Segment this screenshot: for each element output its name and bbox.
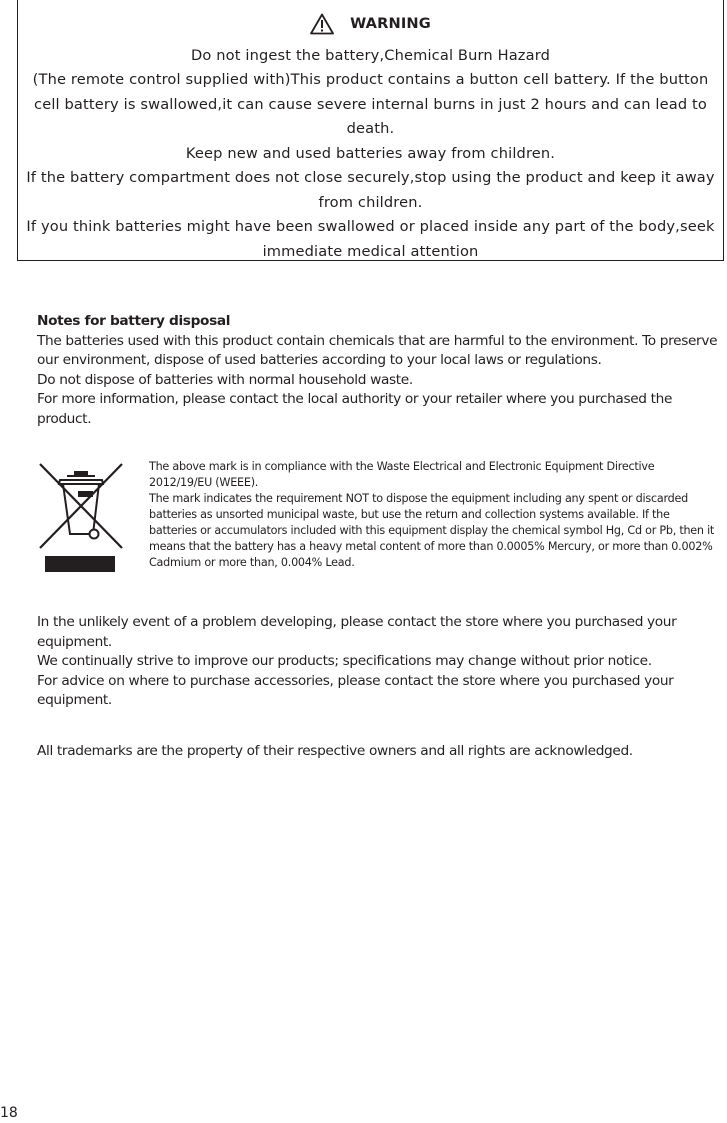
support-notice-section bbox=[37, 613, 721, 711]
disposal-paragraph: The batteries used with this product contain chemicals that are harmful to the environment. To preserve our environment, dispose of used batteries according to your local laws or regulations. bbox=[37, 332, 718, 369]
warning-line: If you think batteries might have been swallowed or placed inside any part of the body,seek immediate medical attention bbox=[26, 218, 715, 260]
notice-paragraph: For advice on where to purchase accessories, please contact the store where you purchased your equipment. bbox=[37, 672, 674, 709]
warning-box bbox=[17, 0, 724, 261]
warning-line: (The remote control supplied with)This product contains a button cell battery. If the button cell battery is swallowed,it can cause severe internal burns in just 2 hours and can lead to death. bbox=[32, 71, 709, 138]
battery-disposal-section bbox=[37, 312, 721, 430]
page-number: 18 bbox=[0, 1105, 18, 1121]
disposal-heading: Notes for battery disposal bbox=[37, 313, 231, 329]
weee-paragraph: The mark indicates the requirement NOT to dispose the equipment including any spent or discarded batteries as unsorted municipal waste, but use the return and collection systems available. If the batteries or accumulators included with this equipment display the chemical symbol Hg, Cd or Pb, then it means that the battery has a heavy metal content of more than 0.0005% Mercury, or more than 0.002% Cadmium or more than, 0.004% Lead. bbox=[149, 492, 715, 569]
warning-heading bbox=[18, 12, 723, 44]
trademark-notice: All trademarks are the property of their respective owners and all rights are acknowledged. bbox=[37, 743, 633, 759]
weee-section bbox=[149, 459, 719, 571]
warning-line: If the battery compartment does not close securely,stop using the product and keep it away from children. bbox=[26, 169, 715, 211]
weee-paragraph: The above mark is in compliance with the Waste Electrical and Electronic Equipment Directive 2012/19/EU (WEEE). bbox=[149, 460, 655, 489]
warning-title: WARNING bbox=[350, 15, 431, 32]
notice-paragraph: We continually strive to improve our products; specifications may change without prior notice. bbox=[37, 653, 652, 670]
disposal-paragraph: For more information, please contact the local authority or your retailer where you purchased the product. bbox=[37, 391, 673, 427]
notice-paragraph: In the unlikely event of a problem developing, please contact the store where you purchased your equipment. bbox=[37, 614, 677, 650]
warning-triangle-icon bbox=[310, 13, 334, 35]
warning-line: Do not ingest the battery,Chemical Burn Hazard bbox=[190, 46, 551, 64]
disposal-paragraph: Do not dispose of batteries with normal household waste. bbox=[37, 371, 413, 388]
warning-line: Keep new and used batteries away from children. bbox=[185, 144, 556, 162]
crossed-out-wheelie-bin-icon bbox=[37, 462, 125, 574]
